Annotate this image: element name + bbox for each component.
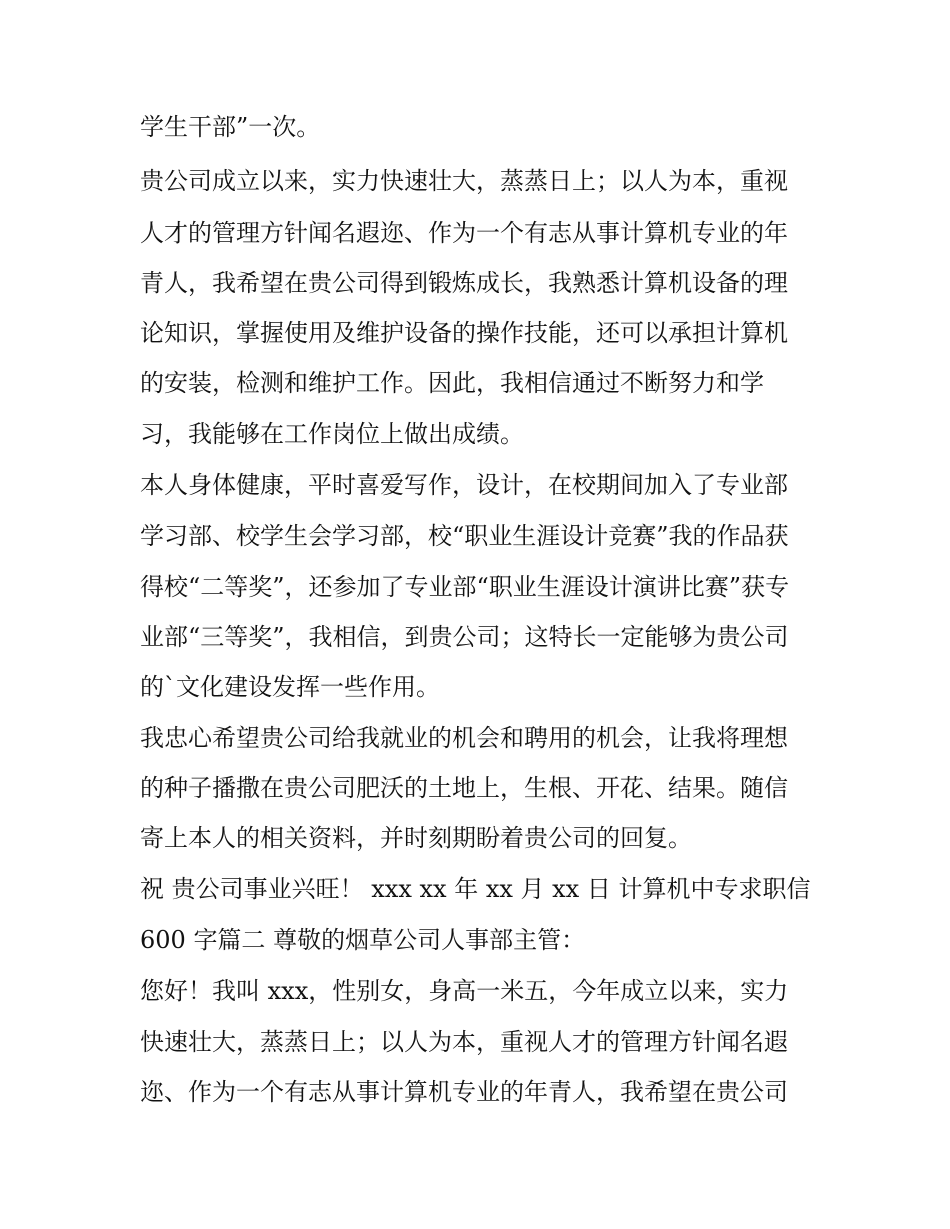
text-line: 贵公司成立以来，实力快速壮大，蒸蒸日上；以人为本，重视 (140, 167, 788, 195)
text-line: 快速壮大，蒸蒸日上；以人为本，重视人才的管理方针闻名遐 (140, 1028, 788, 1056)
text-line: 的种子播撒在贵公司肥沃的土地上，生根、开花、结果。随信 (140, 774, 788, 802)
text-line: 人才的管理方针闻名遐迩、作为一个有志从事计算机专业的年 (140, 219, 788, 247)
text-line: 的`文化建设发挥一些作用。 (140, 673, 440, 701)
text-line: 论知识，掌握使用及维护设备的操作技能，还可以承担计算机 (140, 319, 788, 347)
text-line: 的安装，检测和维护工作。因此，我相信通过不断努力和学 (140, 369, 764, 397)
text-line: 祝 贵公司事业兴旺！ xxx xx 年 xx 月 xx 日 计算机中专求职信 (140, 875, 811, 903)
text-line: 业部“三等奖”，我相信，到贵公司；这特长一定能够为贵公司 (140, 623, 789, 651)
text-line: 我忠心希望贵公司给我就业的机会和聘用的机会，让我将理想 (140, 724, 788, 752)
text-line: 学习部、校学生会学习部，校“职业生涯设计竞赛”我的作品获 (140, 522, 789, 550)
text-line: 您好！我叫 xxx，性别女，身高一米五，今年成立以来，实力 (140, 977, 789, 1005)
text-line: 学生干部”一次。 (140, 113, 321, 141)
text-line: 600 字篇二 尊敬的烟草公司人事部主管： (140, 926, 586, 954)
text-line: 得校“二等奖”，还参加了专业部“职业生涯设计演讲比赛”获专 (140, 573, 790, 601)
text-line: 寄上本人的相关资料，并时刻期盼着贵公司的回复。 (140, 824, 692, 852)
text-line: 迩、作为一个有志从事计算机专业的年青人，我希望在贵公司 (140, 1078, 788, 1106)
text-line: 本人身体健康，平时喜爱写作，设计，在校期间加入了专业部 (140, 471, 788, 499)
text-line: 习，我能够在工作岗位上做出成绩。 (140, 420, 524, 448)
text-line: 青人，我希望在贵公司得到锻炼成长，我熟悉计算机设备的理 (140, 269, 788, 297)
